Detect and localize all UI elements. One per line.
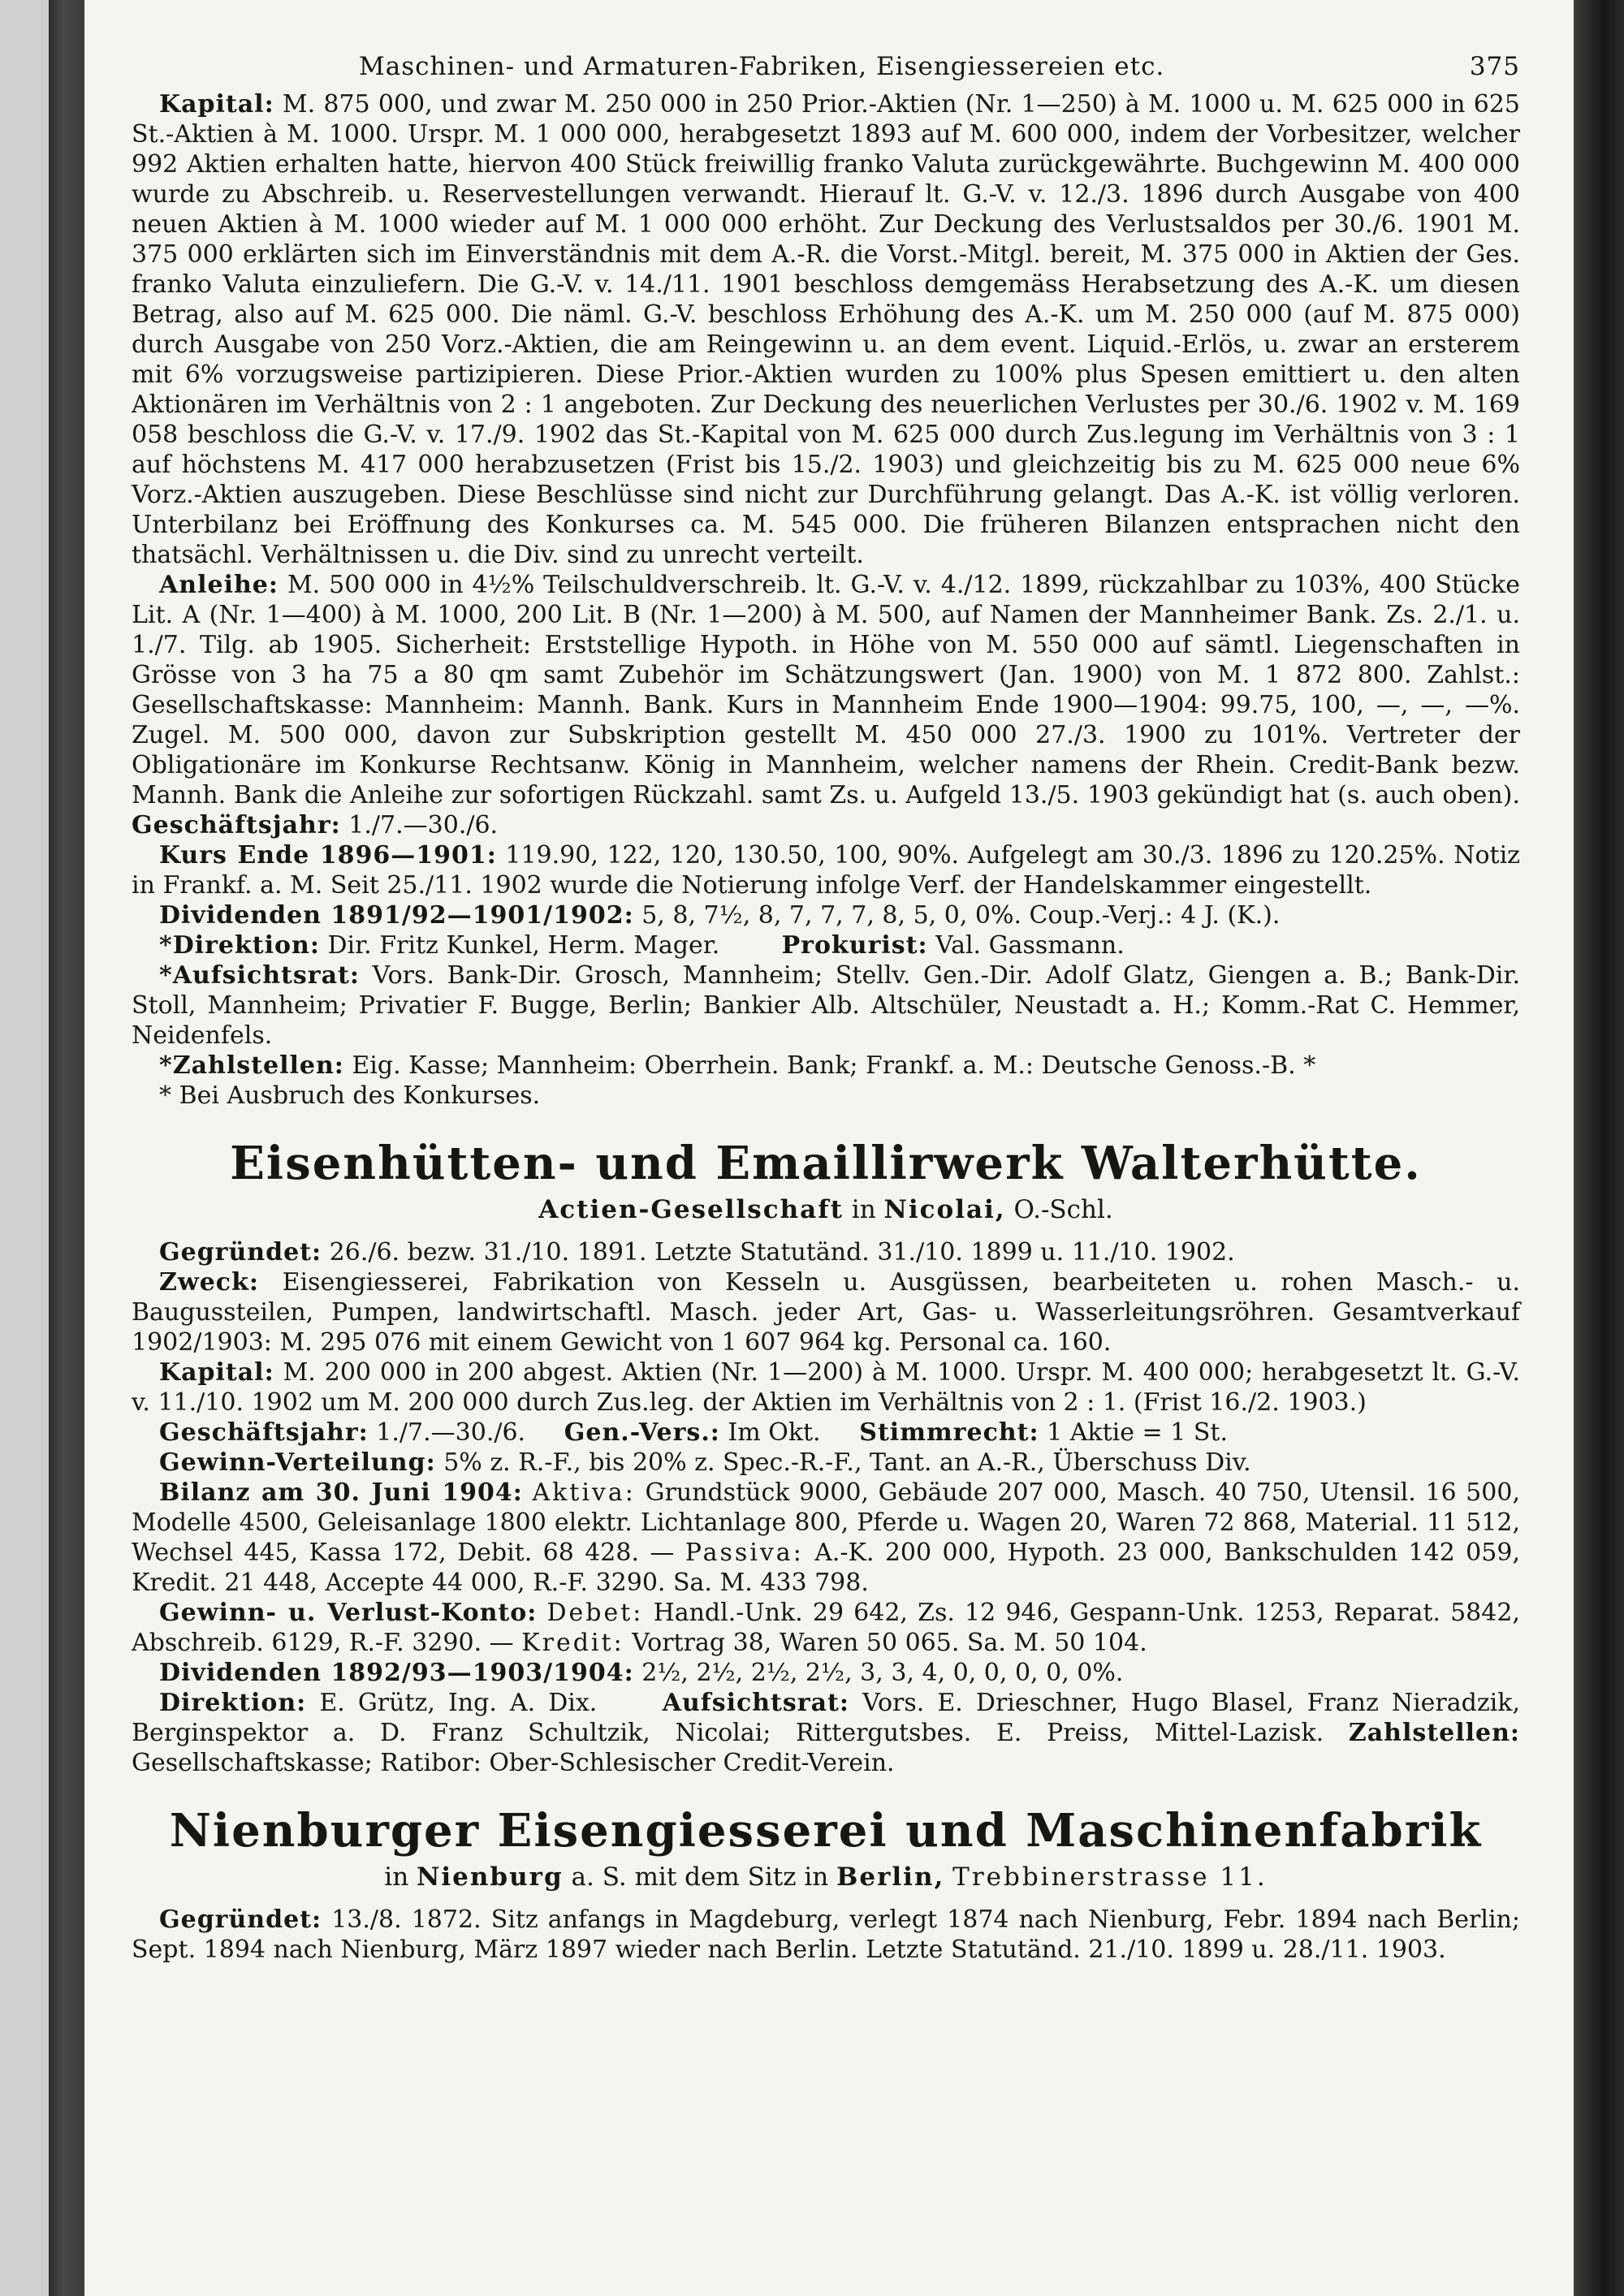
gegruendet-paragraph bbox=[132, 1237, 1520, 1267]
passiva-text: A.-K. 200 000, Hypoth. 23 000, Bankschulden 142 059, Kredit. 21 448, Accepte 44 000, R.-F. 3290. Sa. M. 433 798. bbox=[132, 1539, 1520, 1597]
anleihe-label: Anleihe: bbox=[159, 571, 279, 599]
gj-text: 1./7.—30./6. bbox=[376, 1418, 526, 1447]
bilanz-paragraph bbox=[132, 1478, 1520, 1598]
aufsichtsrat-text-walterhuette: Vors. E. Drieschner, Hugo Blasel, Franz Nieradzik, Berginspektor a. D. Franz Schultzik, Nicolai; Rittergutsbes. E. Preiss, Mittel-Lazisk. bbox=[132, 1689, 1520, 1747]
kapital-text-walterhuette: M. 200 000 in 200 abgest. Aktien (Nr. 1—200) à M. 1000. Urspr. M. 400 000; herabgesetzt lt. G.-V. v. 11./10. 1902 um M. 200 000 durch Zus.leg. der Aktien im Verhältnis von 2 : 1. (Frist 16./2. 1903.) bbox=[132, 1358, 1520, 1417]
gegruendet-label-nienburger: Gegründet: bbox=[159, 1905, 322, 1934]
gj-label: Geschäftsjahr: bbox=[159, 1418, 369, 1447]
anleihe-text: M. 500 000 in 4½% Teilschuldverschreib. lt. G.-V. v. 4./12. 1899, rückzahlbar zu 103%, 400 Stücke Lit. A (Nr. 1—400) à M. 1000, 200 Lit. B (Nr. 1—200) à M. 500, auf Namen der Mannheimer Bank. Zs. 2./1. u. 1./7. Tilg. ab 1905. Sicherheit: Erststellige Hypoth. in Höhe von M. 550 000 auf sämtl. Liegenschaften in Grösse von 3 ha 75 a 80 qm samt Zubehör im Schätzungswert (Jan. 1900) von M. 1 872 800. Zahlst.: Gesellschaftskasse: Mannheim: Mannh. Bank. Kurs in Mannheim Ende 1900—1904: 99.75, 100, —, —, —%. Zugel. M. 500 000, davon zur Subskription gestellt M. 450 000 27./3. 1900 zu 101%. Vertreter der Obligationäre im Konkurse Rechtsanw. König in Mannheim, welcher namens der Rhein. Credit-Bank bezw. Mannh. Bank die Anleihe zur sofortigen Rückzahl. samt Zs. u. Aufgeld 13./5. 1903 gekündigt hat (s. auch oben). bbox=[132, 571, 1520, 809]
kurs-text: 119.90, 122, 120, 130.50, 100, 90%. Aufgelegt am 30./3. 1896 zu 120.25%. Notiz in Frankf. a. M. Seit 25./11. 1902 wurde die Notierung infolge Verf. der Handelskammer eingestellt. bbox=[132, 841, 1520, 900]
gewinn-verteilung-paragraph bbox=[132, 1448, 1520, 1478]
company-subheading-walterhuette bbox=[132, 1193, 1520, 1226]
dividenden-paragraph bbox=[132, 900, 1520, 930]
kapital-label-walterhuette: Kapital: bbox=[159, 1358, 274, 1387]
gegruendet-paragraph-nienburger bbox=[132, 1905, 1520, 1965]
aufsichtsrat-text: Vors. Bank-Dir. Grosch, Mannheim; Stellv. Gen.-Dir. Adolf Glatz, Giengen a. B.; Bank-Dir. Stoll, Mannheim; Privatier F. Bugge, Berlin; Bankier Alb. Altschüler, Neustadt a. H.; Komm.-Rat C. Hemmer, Neidenfels. bbox=[132, 961, 1520, 1050]
gegruendet-text: 26./6. bezw. 31./10. 1891. Letzte Statutänd. 31./10. 1899 u. 11./10. 1902. bbox=[329, 1238, 1235, 1267]
direktion-label-walterhuette: Direktion: bbox=[159, 1689, 307, 1717]
geschaeftsjahr-line bbox=[132, 1418, 1520, 1448]
direktion-paragraph-walterhuette bbox=[132, 1688, 1520, 1778]
dividenden-label: Dividenden 1891/92—1901/1902: bbox=[159, 901, 634, 930]
running-head bbox=[132, 49, 1520, 89]
zweck-text: Eisengiesserei, Fabrikation von Kesseln u. Ausgüssen, bearbeiteten u. rohen Masch.- u. Baugussteilen, Pumpen, landwirtschaftl. Masch. jeder Art, Gas- u. Wasserleitungsröhren. Gesamtverkauf 1902/1903: M. 295 076 mit einem Gewicht von 1 607 964 kg. Personal ca. 160. bbox=[132, 1268, 1521, 1357]
anleihe-paragraph bbox=[132, 570, 1520, 840]
geschaeftsjahr-text: 1./7.—30./6. bbox=[348, 811, 499, 839]
kapital-label: Kapital: bbox=[159, 90, 274, 119]
zahlstellen-text: Eig. Kasse; Mannheim: Oberrhein. Bank; Frankf. a. M.: Deutsche Genoss.-B. * bbox=[352, 1051, 1316, 1080]
direktion-paragraph bbox=[132, 930, 1520, 960]
gegruendet-label: Gegründet: bbox=[159, 1238, 322, 1267]
kredit-label: Kredit: bbox=[521, 1629, 624, 1657]
kapital-text: M. 875 000, und zwar M. 250 000 in 250 Prior.-Aktien (Nr. 1—250) à M. 1000 u. M. 625 000 in 625 St.-Aktien à M. 1000. Urspr. M. 1 000 000, herabgesetzt 1893 auf M. 600 000, indem der Vorbesitzer, welcher 992 Aktien erhalten hatte, hiervon 400 Stück freiwillig franko Valuta zurückgewährte. Buchgewinn M. 400 000 wurde zu Abschreib. u. Reservestellungen verwandt. Hierauf lt. G.-V. v. 12./3. 1896 durch Ausgabe von 400 neuen Aktien à M. 1000 wieder auf M. 1 000 000 erhöht. Zur Deckung des Verlustsaldos per 30./6. 1901 M. 375 000 erklärten sich im Einverständnis mit dem A.-R. die Vorst.-Mitgl. bereit, M. 375 000 in Aktien der Ges. franko Valuta einzuliefern. Die G.-V. v. 14./11. 1901 beschloss demgemäss Herabsetzung des A.-K. um diesen Betrag, also auf M. 625 000. Die näml. G.-V. beschloss Erhöhung des A.-K. um M. 250 000 (auf M. 875 000) durch Ausgabe von 250 Vorz.-Aktien, die am Reingewinn u. an dem event. Liquid.-Erlös, u. zwar an ersterem mit 6% vorzugsweise partizipieren. Diese Prior.-Aktien wurden zu 100% plus Spesen emittiert u. den alten Aktionären im Verhältnis von 2 : 1 angeboten. Zur Deckung des neuerlichen Verlustes per 30./6. 1902 v. M. 169 058 beschloss die G.-V. v. 17./9. 1902 das St.-Kapital von M. 625 000 durch Zus.legung im Verhältnis von 3 : 1 auf höchstens M. 417 000 herabzusetzen (Frist bis 15./2. 1903) und gleichzeitig bis zu M. 625 000 neue 6% Vorz.-Aktien auszugeben. Diese Beschlüsse sind nicht zur Durchführung gelangt. Das A.-K. ist völlig verloren. Unterbilanz bei Eröffnung des Konkurses ca. M. 545 000. Die früheren Bilanzen entsprachen nicht den thatsächl. Verhältnissen u. die Div. sind zu unrecht verteilt. bbox=[132, 90, 1520, 569]
gewinn-verteilung-text: 5% z. R.-F., bis 20% z. Spec.-R.-F., Tant. an A.-R., Überschuss Div. bbox=[443, 1448, 1251, 1477]
zahlstellen-label-walterhuette: Zahlstellen: bbox=[1348, 1719, 1520, 1747]
aktiva-text: Grundstück 9000, Gebäude 207 000, Masch. 40 750, Utensil. 16 500, Modelle 4500, Geleisanlage 1800 elektr. Lichtanlage 800, Pferde u. Wagen 20, Waren 72 868, Material. 11 512, Wechsel 445, Kassa 172, Debit. 68 428. — bbox=[132, 1478, 1520, 1567]
subheading-in-nienburger: in bbox=[384, 1862, 409, 1892]
aufsichtsrat-label: *Aufsichtsrat: bbox=[159, 961, 360, 990]
debet-label: Debet: bbox=[546, 1599, 644, 1627]
subheading-legal-form: Actien-Gesellschaft bbox=[538, 1195, 844, 1224]
stimmrecht-label: Stimmrecht: bbox=[859, 1418, 1039, 1447]
page bbox=[84, 0, 1574, 2296]
subheading-city-nienburger: Berlin, bbox=[836, 1862, 945, 1892]
company-subheading-nienburger bbox=[132, 1861, 1520, 1893]
direktion-label: *Direktion: bbox=[159, 931, 320, 960]
company-heading-nienburger: Nienburger Eisengiesserei und Maschinenfabrik bbox=[169, 1804, 1483, 1858]
debet-text: Handl.-Unk. 29 642, Zs. 12 946, Gespann-Unk. 1253, Reparat. 5842, Abschreib. 6129, R.-F. 3290. — bbox=[132, 1599, 1520, 1657]
page-content bbox=[132, 49, 1520, 1965]
passiva-label: Passiva: bbox=[685, 1539, 804, 1567]
zweck-label: Zweck: bbox=[159, 1268, 259, 1297]
gewinn-verlust-paragraph bbox=[132, 1598, 1520, 1658]
kurs-label: Kurs Ende 1896—1901: bbox=[159, 841, 497, 870]
page-number: 375 bbox=[1469, 52, 1520, 81]
dividenden-text: 5, 8, 7½, 8, 7, 7, 7, 8, 5, 0, 0%. Coup.-Verj.: 4 J. (K.). bbox=[641, 901, 1281, 930]
direktion-text-walterhuette: E. Grütz, Ing. A. Dix. bbox=[319, 1689, 598, 1717]
subheading-region: O.-Schl. bbox=[1013, 1195, 1113, 1224]
aufsichtsrat-label-walterhuette: Aufsichtsrat: bbox=[662, 1689, 849, 1717]
aktiva-label: Aktiva: bbox=[532, 1478, 636, 1507]
zahlstellen-label: *Zahlstellen: bbox=[159, 1051, 344, 1080]
zahlstellen-paragraph bbox=[132, 1051, 1520, 1081]
dividenden-label-walterhuette: Dividenden 1892/93—1903/1904: bbox=[159, 1659, 634, 1687]
dividenden-paragraph-walterhuette bbox=[132, 1658, 1520, 1688]
subheading-place: Nicolai, bbox=[883, 1195, 1006, 1224]
bilanz-label: Bilanz am 30. Juni 1904: bbox=[159, 1478, 523, 1507]
dividenden-text-walterhuette: 2½, 2½, 2½, 2½, 3, 3, 4, 0, 0, 0, 0, 0%. bbox=[641, 1659, 1124, 1687]
gewinn-verlust-label: Gewinn- u. Verlust-Konto: bbox=[159, 1599, 538, 1627]
kurs-paragraph bbox=[132, 840, 1520, 900]
scan-binding-edge-right bbox=[1574, 0, 1624, 2296]
kapital-paragraph bbox=[132, 89, 1520, 570]
subheading-mid-nienburger: a. S. mit dem Sitz in bbox=[571, 1862, 829, 1892]
subheading-in: in bbox=[851, 1195, 876, 1224]
gen-vers-label: Gen.-Vers.: bbox=[564, 1418, 720, 1447]
gewinn-verteilung-label: Gewinn-Verteilung: bbox=[159, 1448, 436, 1477]
footnote: * Bei Ausbruch des Konkurses. bbox=[159, 1081, 541, 1110]
gegruendet-text-nienburger: 13./8. 1872. Sitz anfangs in Magdeburg, verlegt 1874 nach Nienburg, Febr. 1894 nach Berlin; Sept. 1894 nach Nienburg, März 1897 wieder nach Berlin. Letzte Statutänd. 21./10. 1899 u. 28./11. 1903. bbox=[132, 1905, 1520, 1964]
kapital-paragraph-walterhuette bbox=[132, 1357, 1520, 1418]
subheading-address-nienburger: Trebbinerstrasse 11. bbox=[952, 1862, 1268, 1892]
geschaeftsjahr-label: Geschäftsjahr: bbox=[132, 811, 341, 839]
scan-binding-edge-left bbox=[49, 0, 84, 2296]
subheading-place-nienburger: Nienburg bbox=[417, 1862, 564, 1892]
kredit-text: Vortrag 38, Waren 50 065. Sa. M. 50 104. bbox=[632, 1629, 1147, 1657]
zahlstellen-text-walterhuette: Gesellschaftskasse; Ratibor: Ober-Schlesischer Credit-Verein. bbox=[132, 1749, 895, 1777]
running-head-title: Maschinen- und Armaturen-Fabriken, Eisengiessereien etc. bbox=[359, 52, 1165, 81]
company-heading-walterhuette: Eisenhütten- und Emaillirwerk Walterhütte. bbox=[230, 1137, 1422, 1190]
prokurist-text: Val. Gassmann. bbox=[935, 931, 1125, 960]
zweck-paragraph bbox=[132, 1267, 1520, 1357]
prokurist-label: Prokurist: bbox=[781, 931, 928, 960]
direktion-text: Dir. Fritz Kunkel, Herm. Mager. bbox=[327, 931, 720, 960]
aufsichtsrat-paragraph bbox=[132, 960, 1520, 1051]
stimmrecht-text: 1 Aktie = 1 St. bbox=[1047, 1418, 1228, 1447]
gen-vers-text: Im Okt. bbox=[728, 1418, 821, 1447]
